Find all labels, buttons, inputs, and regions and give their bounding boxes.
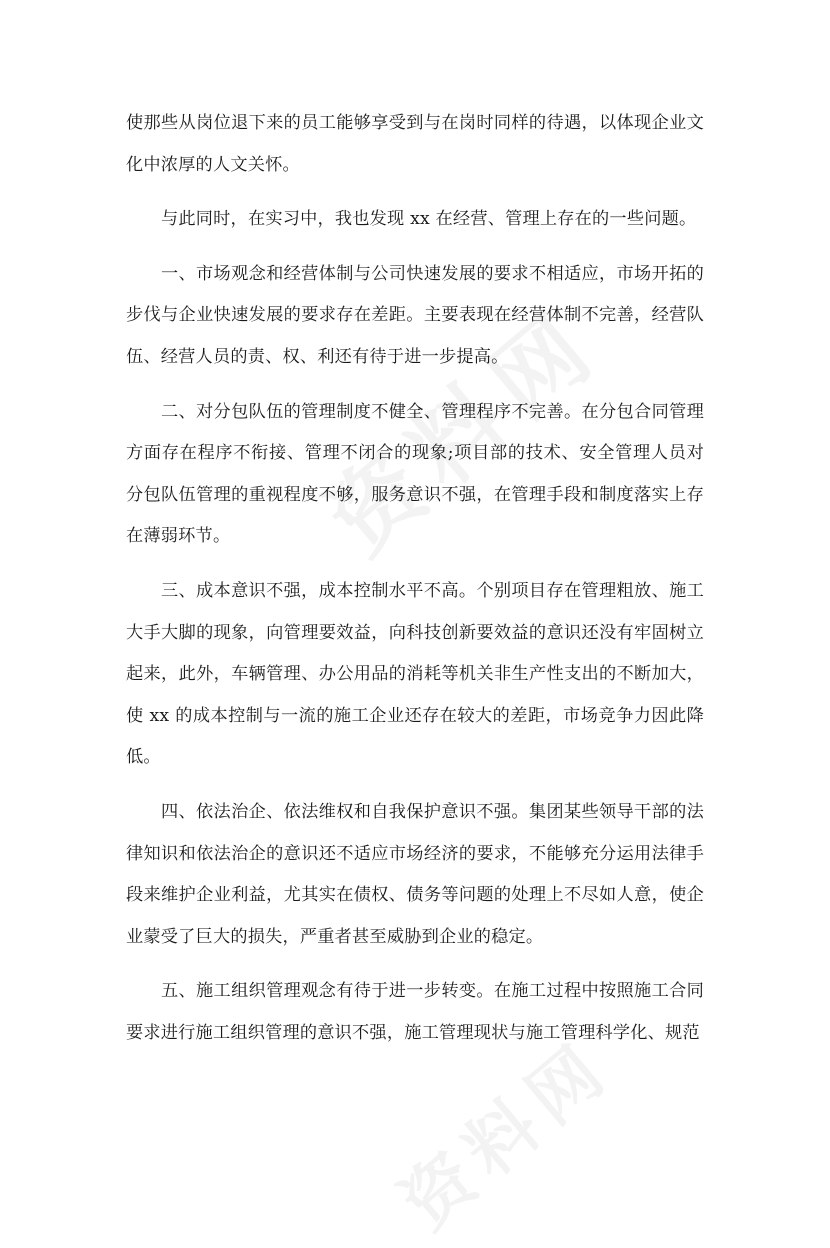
paragraph: 五、施工组织管理观念有待于进一步转变。在施工过程中按照施工合同要求进行施工组织管理的意识不强，施工管理现状与施工管理科学化、规范 <box>126 981 704 1043</box>
paragraph: 四、依法治企、依法维权和自我保护意识不强。集团某些领导干部的法律知识和依法治企的意识还不适应市场经济的要求，不能够充分运用法律手段来维护企业利益，尤其实在债权、债务等问题的处理上不尽如人意，使企业蒙受了巨大的损失，严重者甚至威胁到企业的稳定。 <box>126 801 704 947</box>
paragraph: 与此同时，在实习中，我也发现 xx 在经营、管理上存在的一些问题。 <box>161 209 697 230</box>
paragraph: 使那些从岗位退下来的员工能够享受到与在岗时同样的待遇，以体现企业文化中浓厚的人文关怀。 <box>126 113 704 175</box>
paragraph: 一、市场观念和经营体制与公司快速发展的要求不相适应，市场开拓的步伐与企业快速发展的要求存在差距。主要表现在经营体制不完善，经营队伍、经营人员的责、权、利还有待于进一步提高。 <box>126 263 704 367</box>
paragraph: 三、成本意识不强，成本控制水平不高。个别项目存在管理粗放、施工大手大脚的现象，向管理要效益，向科技创新要效益的意识还没有牢固树立起来，此外，车辆管理、办公用品的消耗等机关非生产性支出的不断加大，使 xx 的成本控制与一流的施工企业还存在较大的差距，市场竞争力因此降低。 <box>126 580 704 768</box>
paragraph: 二、对分包队伍的管理制度不健全、管理程序不完善。在分包合同管理方面存在程序不衔接、管理不闭合的现象;项目部的技术、安全管理人员对分包队伍管理的重视程度不够，服务意识不强，在管理手段和制度落实上存在薄弱环节。 <box>126 401 704 547</box>
document-body <box>126 103 704 1067</box>
